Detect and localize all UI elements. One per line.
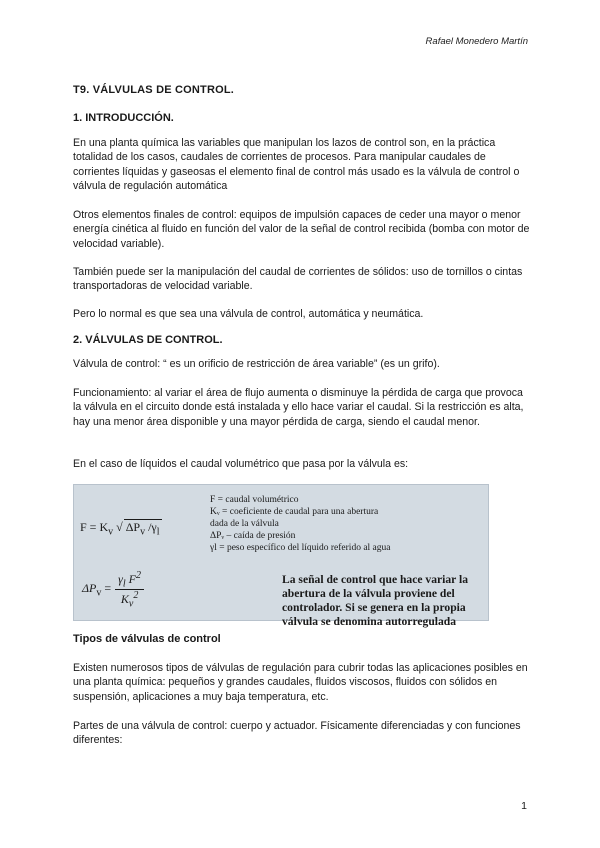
header-author: Rafael Monedero Martín xyxy=(425,36,528,47)
section-heading-tipos: Tipos de válvulas de control xyxy=(73,633,221,645)
page-number: 1 xyxy=(521,800,527,812)
paragraph-text: Otros elementos finales de control: equipos de impulsión capaces de ceder una mayor o menor energía cinética al fluido en función del valor de la señal de control recibida (bomba con motor de velocidad variable). xyxy=(73,209,530,250)
eq2-lhs-sub: v xyxy=(96,587,102,599)
funcionamiento-paragraph xyxy=(73,386,533,429)
intro-paragraph-1 xyxy=(73,136,533,194)
caudal-paragraph xyxy=(73,457,533,471)
variable-definitions xyxy=(210,494,391,554)
sqrt-symbol: √ xyxy=(116,520,123,534)
definition-paragraph xyxy=(73,357,533,371)
eq2-num-tail: F xyxy=(125,572,137,586)
paragraph-text: También puede ser la manipulación del caudal de corrientes de sólidos: uso de tornillos o cintas transportadoras de velocidad variable. xyxy=(73,266,523,293)
definition-line: γl = peso específico del líquido referido al agua xyxy=(210,543,391,553)
eq2-lhs-text: ΔP xyxy=(82,581,97,596)
eq2-denominator xyxy=(121,590,138,609)
tipos-paragraph-1 xyxy=(73,661,533,704)
definition-line: Kᵥ = coeficiente de caudal para una abertura xyxy=(210,507,379,517)
flow-equation xyxy=(80,519,162,537)
eq1-lhs: F = K xyxy=(80,520,109,534)
intro-paragraph-3 xyxy=(73,265,533,294)
paragraph-text: Válvula de control: “ es un orificio de restricción de área variable” (es un grifo). xyxy=(73,358,440,370)
section-heading-introduccion: 1. INTRODUCCIÓN. xyxy=(73,112,174,124)
eq1-root-tail: /γ xyxy=(145,520,157,534)
eq2-fraction xyxy=(115,570,144,610)
section-heading-valvulas: 2. VÁLVULAS DE CONTROL. xyxy=(73,334,223,346)
definition-line: dada de la válvula xyxy=(210,519,279,529)
eq1-root: ΔP xyxy=(125,520,141,534)
definition-line: F = caudal volumétrico xyxy=(210,495,299,505)
eq2-den-sub: v xyxy=(128,598,134,610)
eq2-numerator xyxy=(115,570,144,590)
paragraph-text: En el caso de líquidos el caudal volumétrico que pasa por la válvula es: xyxy=(73,458,409,470)
paragraph-text: Partes de una válvula de control: cuerpo y actuador. Físicamente diferenciadas y con funciones diferentes: xyxy=(73,720,521,747)
equation-figure xyxy=(73,484,489,628)
eq2-lhs xyxy=(82,581,111,598)
eq2-equals: = xyxy=(101,581,112,596)
document-title: T9. VÁLVULAS DE CONTROL. xyxy=(73,84,235,96)
intro-paragraph-4 xyxy=(73,307,533,321)
eq2-num-sub: l xyxy=(122,578,126,590)
sqrt-argument xyxy=(124,519,162,537)
paragraph-text: Pero lo normal es que sea una válvula de control, automática y neumática. xyxy=(73,308,424,320)
definition-line: ΔPᵥ – caída de presión xyxy=(210,531,296,541)
eq2-num-gamma: γ xyxy=(118,572,123,586)
tipos-paragraph-2 xyxy=(73,719,533,748)
intro-paragraph-2 xyxy=(73,208,533,251)
eq2-num-sup: 2 xyxy=(136,570,142,581)
paragraph-text: Funcionamiento: al variar el área de flujo aumenta o disminuye la pérdida de carga que provoca la válvula en el circuito donde está instalada y ello hace variar el caudal. Si la restricción es alta, hay una menor área disponible y una mayor pérdida de carga, siendo el caudal menor. xyxy=(73,387,524,428)
eq1-root-tail-sub: l xyxy=(156,526,160,538)
pressure-drop-equation xyxy=(82,570,144,610)
eq1-root-sub: v xyxy=(140,526,146,538)
eq1-sub: v xyxy=(108,526,114,538)
paragraph-text: En una planta química las variables que manipulan los lazos de control son, en la práctica totalidad de los casos, caudales de corrientes de procesos. Para manipular caudales de corrientes líquidas y gaseosas el elemento final de control más usado es la válvula de control o válvula de regulación automática xyxy=(73,137,520,193)
control-signal-note: La señal de control que hace variar la abertura de la válvula proviene del controlador. Si se genera en la propia válvula se denomina autorregulada xyxy=(282,573,469,628)
eq2-den-k: K xyxy=(120,592,129,607)
eq2-den-sup: 2 xyxy=(133,590,139,602)
paragraph-text: Existen numerosos tipos de válvulas de regulación para cubrir todas las aplicaciones posibles en una planta química: pequeños y grandes caudales, fluidos viscosos, fluidos con sólidos en suspensión, aplicaciones a muy baja temperatura, etc. xyxy=(73,662,528,703)
